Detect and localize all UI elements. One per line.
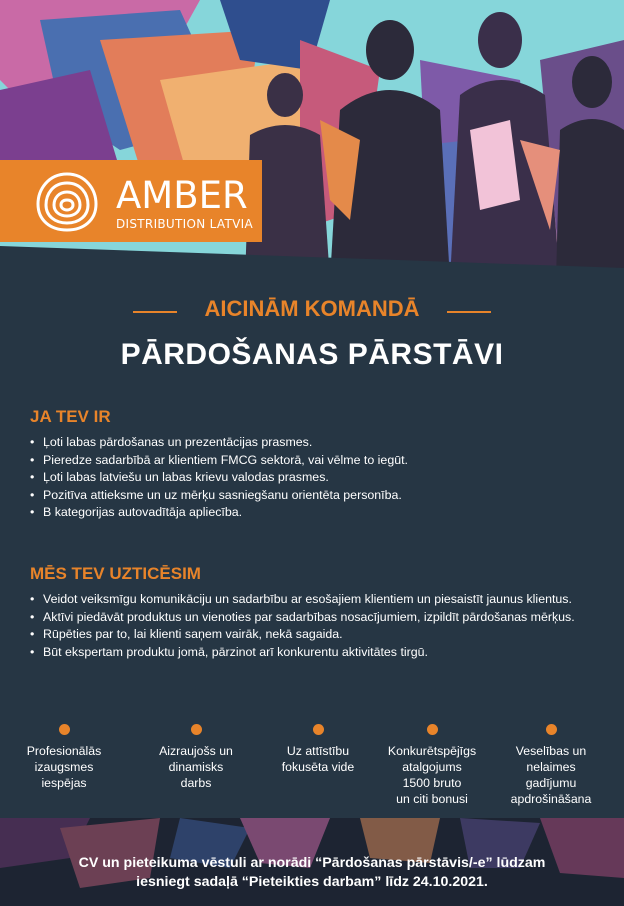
benefit-text-line: Profesionālās (26, 744, 102, 758)
benefit-text-line: iespējas (41, 776, 87, 790)
benefit-text-line: darbs (180, 776, 212, 790)
benefit-item (4, 724, 124, 791)
duties-heading: MĒS TEV UZTICĒSIM (30, 564, 201, 583)
benefit-dot-icon (546, 724, 557, 735)
requirements-list (26, 434, 596, 522)
page-title: PĀRDOŠANAS PĀRSTĀVI (120, 338, 504, 371)
amber-swirl-icon (34, 170, 100, 234)
benefit-text-line: gadījumu (525, 776, 577, 790)
amber-logo (0, 160, 262, 242)
benefits-row (0, 724, 624, 824)
benefit-dot-icon (427, 724, 438, 735)
benefit-text-line: Aizraujošs un (159, 744, 233, 758)
list-item: • Pozitīva attieksme un uz mērķu sasniegšanu orientēta personība. (26, 487, 596, 505)
benefit-item (136, 724, 256, 791)
requirements-heading: JA TEV IR (30, 407, 111, 426)
list-item: • Rūpēties par to, lai klienti saņem vairāk, nekā sagaida. (26, 626, 586, 644)
benefit-text-line: izaugsmes (34, 760, 94, 774)
kicker-heading: AICINĀM KOMANDĀ (204, 296, 420, 321)
benefit-dot-icon (191, 724, 202, 735)
benefit-text-line: nelaimes (526, 760, 576, 774)
brand-name: AMBER (116, 174, 248, 217)
benefit-text-line: fokusēta vide (281, 760, 355, 774)
benefit-text-line: 1500 bruto (402, 776, 462, 790)
benefit-text-line: Uz attīstību (286, 744, 350, 758)
list-item: • Veidot veiksmīgu komunikāciju un sadarbību ar esošajiem klientiem un piesaistīt jaunus klientus. (26, 591, 586, 609)
duties-list (26, 591, 586, 661)
benefit-text-line: dinamisks (168, 760, 224, 774)
benefit-text-line: Veselības un (515, 744, 587, 758)
benefit-dot-icon (59, 724, 70, 735)
list-item: • Ļoti labas pārdošanas un prezentācijas prasmes. (26, 434, 596, 452)
list-item: • Ļoti labas latviešu un labas krievu valodas prasmes. (26, 469, 596, 487)
application-instructions (0, 854, 624, 892)
list-item: • Pieredze sadarbībā ar klientiem FMCG sektorā, vai vēlme to iegūt. (26, 452, 596, 470)
list-item: • Būt ekspertam produktu jomā, pārzinot arī konkurentu aktivitātes tirgū. (26, 644, 586, 662)
benefit-text-line: Konkurētspējīgs (387, 744, 477, 758)
list-item: • B kategorijas autovadītāja apliecība. (26, 504, 596, 522)
kicker-wrap (0, 296, 624, 322)
benefit-item (491, 724, 611, 807)
footer (0, 818, 624, 906)
cta-line-2: iesniegt sadaļā “Pieteikties darbam” līdz 24.10.2021. (136, 874, 488, 890)
benefit-item (372, 724, 492, 807)
cta-line-1: CV un pieteikuma vēstuli ar norādi “Pārdošanas pārstāvis/-e” lūdzam (78, 855, 546, 871)
benefit-text-line: un citi bonusi (396, 792, 468, 806)
benefit-text-line: apdrošināšana (510, 792, 592, 806)
benefit-text-line: atalgojums (402, 760, 462, 774)
benefit-item (258, 724, 378, 775)
benefit-dot-icon (313, 724, 324, 735)
brand-subtitle: DISTRIBUTION LATVIA (116, 217, 253, 231)
list-item: • Aktīvi piedāvāt produktus un vienoties par sadarbības nosacījumiem, izpildīt pārdošanas mērķus. (26, 609, 586, 627)
